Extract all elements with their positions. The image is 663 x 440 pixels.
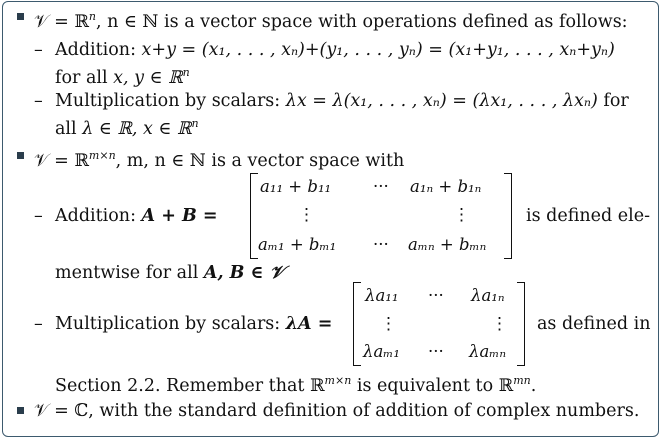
- item-3-heading: 𝒱 = ℂ, with the standard definition of addition of complex numbers.: [34, 401, 640, 421]
- bullet-marker: [17, 152, 24, 159]
- bullet-marker: [17, 407, 24, 414]
- item-2-multiplication-cont: Section 2.2. Remember that ℝ$^{m\times n}$ is equivalent to ℝ$^{mn}$.: [55, 374, 537, 396]
- matrix-lambda-a: [353, 282, 525, 366]
- bracket-right: [517, 282, 525, 366]
- matrix-cell: λaₘ₁: [363, 342, 401, 361]
- item-1-heading: 𝒱 = ℝ$^n$, n ∈ ℕ is a vector space with operations defined as follows:: [34, 10, 628, 32]
- bracket-right: [504, 173, 512, 259]
- matrix-cell: ···: [373, 235, 389, 254]
- matrix-cell: a₁₁ + b₁₁: [260, 177, 332, 196]
- item-1-multiplication: Multiplication by scalars: λx = λ(x₁, . . . , xₙ) = (λx₁, . . . , λxₙ) for: [55, 91, 629, 111]
- item-1-addition-cont: for all x, y ∈ ℝ$^n$: [55, 66, 190, 88]
- matrix-vdots: ⋮: [491, 314, 508, 334]
- matrix-cell: aₘₙ + bₘₙ: [408, 235, 487, 254]
- dash-marker: –: [34, 91, 43, 111]
- bracket-left: [250, 173, 258, 259]
- matrix-vdots: ⋮: [298, 205, 315, 225]
- matrix-vdots: ⋮: [380, 314, 397, 334]
- item-2-multiplication-tail: as defined in: [537, 314, 651, 334]
- matrix-cell: λa₁₁: [365, 286, 399, 305]
- item-2-addition-label: Addition: A + B =: [55, 206, 218, 226]
- dash-marker: –: [34, 206, 43, 226]
- matrix-a-plus-b: [250, 173, 512, 259]
- item-2-addition-cont: mentwise for all A, B ∈ 𝒱: [55, 263, 285, 283]
- item-1-multiplication-cont: all λ ∈ ℝ, x ∈ ℝ$^n$: [55, 117, 199, 139]
- item-1-addition: Addition: x+y = (x₁, . . . , xₙ)+(y₁, . . . , yₙ) = (x₁+y₁, . . . , xₙ+yₙ): [55, 40, 615, 60]
- matrix-cell: a₁ₙ + b₁ₙ: [410, 177, 482, 196]
- item-2-multiplication-label: Multiplication by scalars: λA =: [55, 314, 333, 334]
- dash-marker: –: [34, 314, 43, 334]
- matrix-cell: λaₘₙ: [469, 342, 507, 361]
- bracket-left: [353, 282, 361, 366]
- matrix-cell: aₘ₁ + bₘ₁: [258, 235, 337, 254]
- matrix-vdots: ⋮: [453, 205, 470, 225]
- matrix-cell: ···: [373, 177, 389, 196]
- matrix-cell: ···: [428, 342, 444, 361]
- bullet-marker: [17, 13, 24, 20]
- matrix-cell: ···: [428, 286, 444, 305]
- item-2-heading: 𝒱 = ℝ$^{m\times n}$, m, n ∈ ℕ is a vector space with: [34, 149, 405, 171]
- item-2-addition-tail: is defined ele-: [526, 206, 650, 226]
- matrix-cell: λa₁ₙ: [471, 286, 505, 305]
- dash-marker: –: [34, 40, 43, 60]
